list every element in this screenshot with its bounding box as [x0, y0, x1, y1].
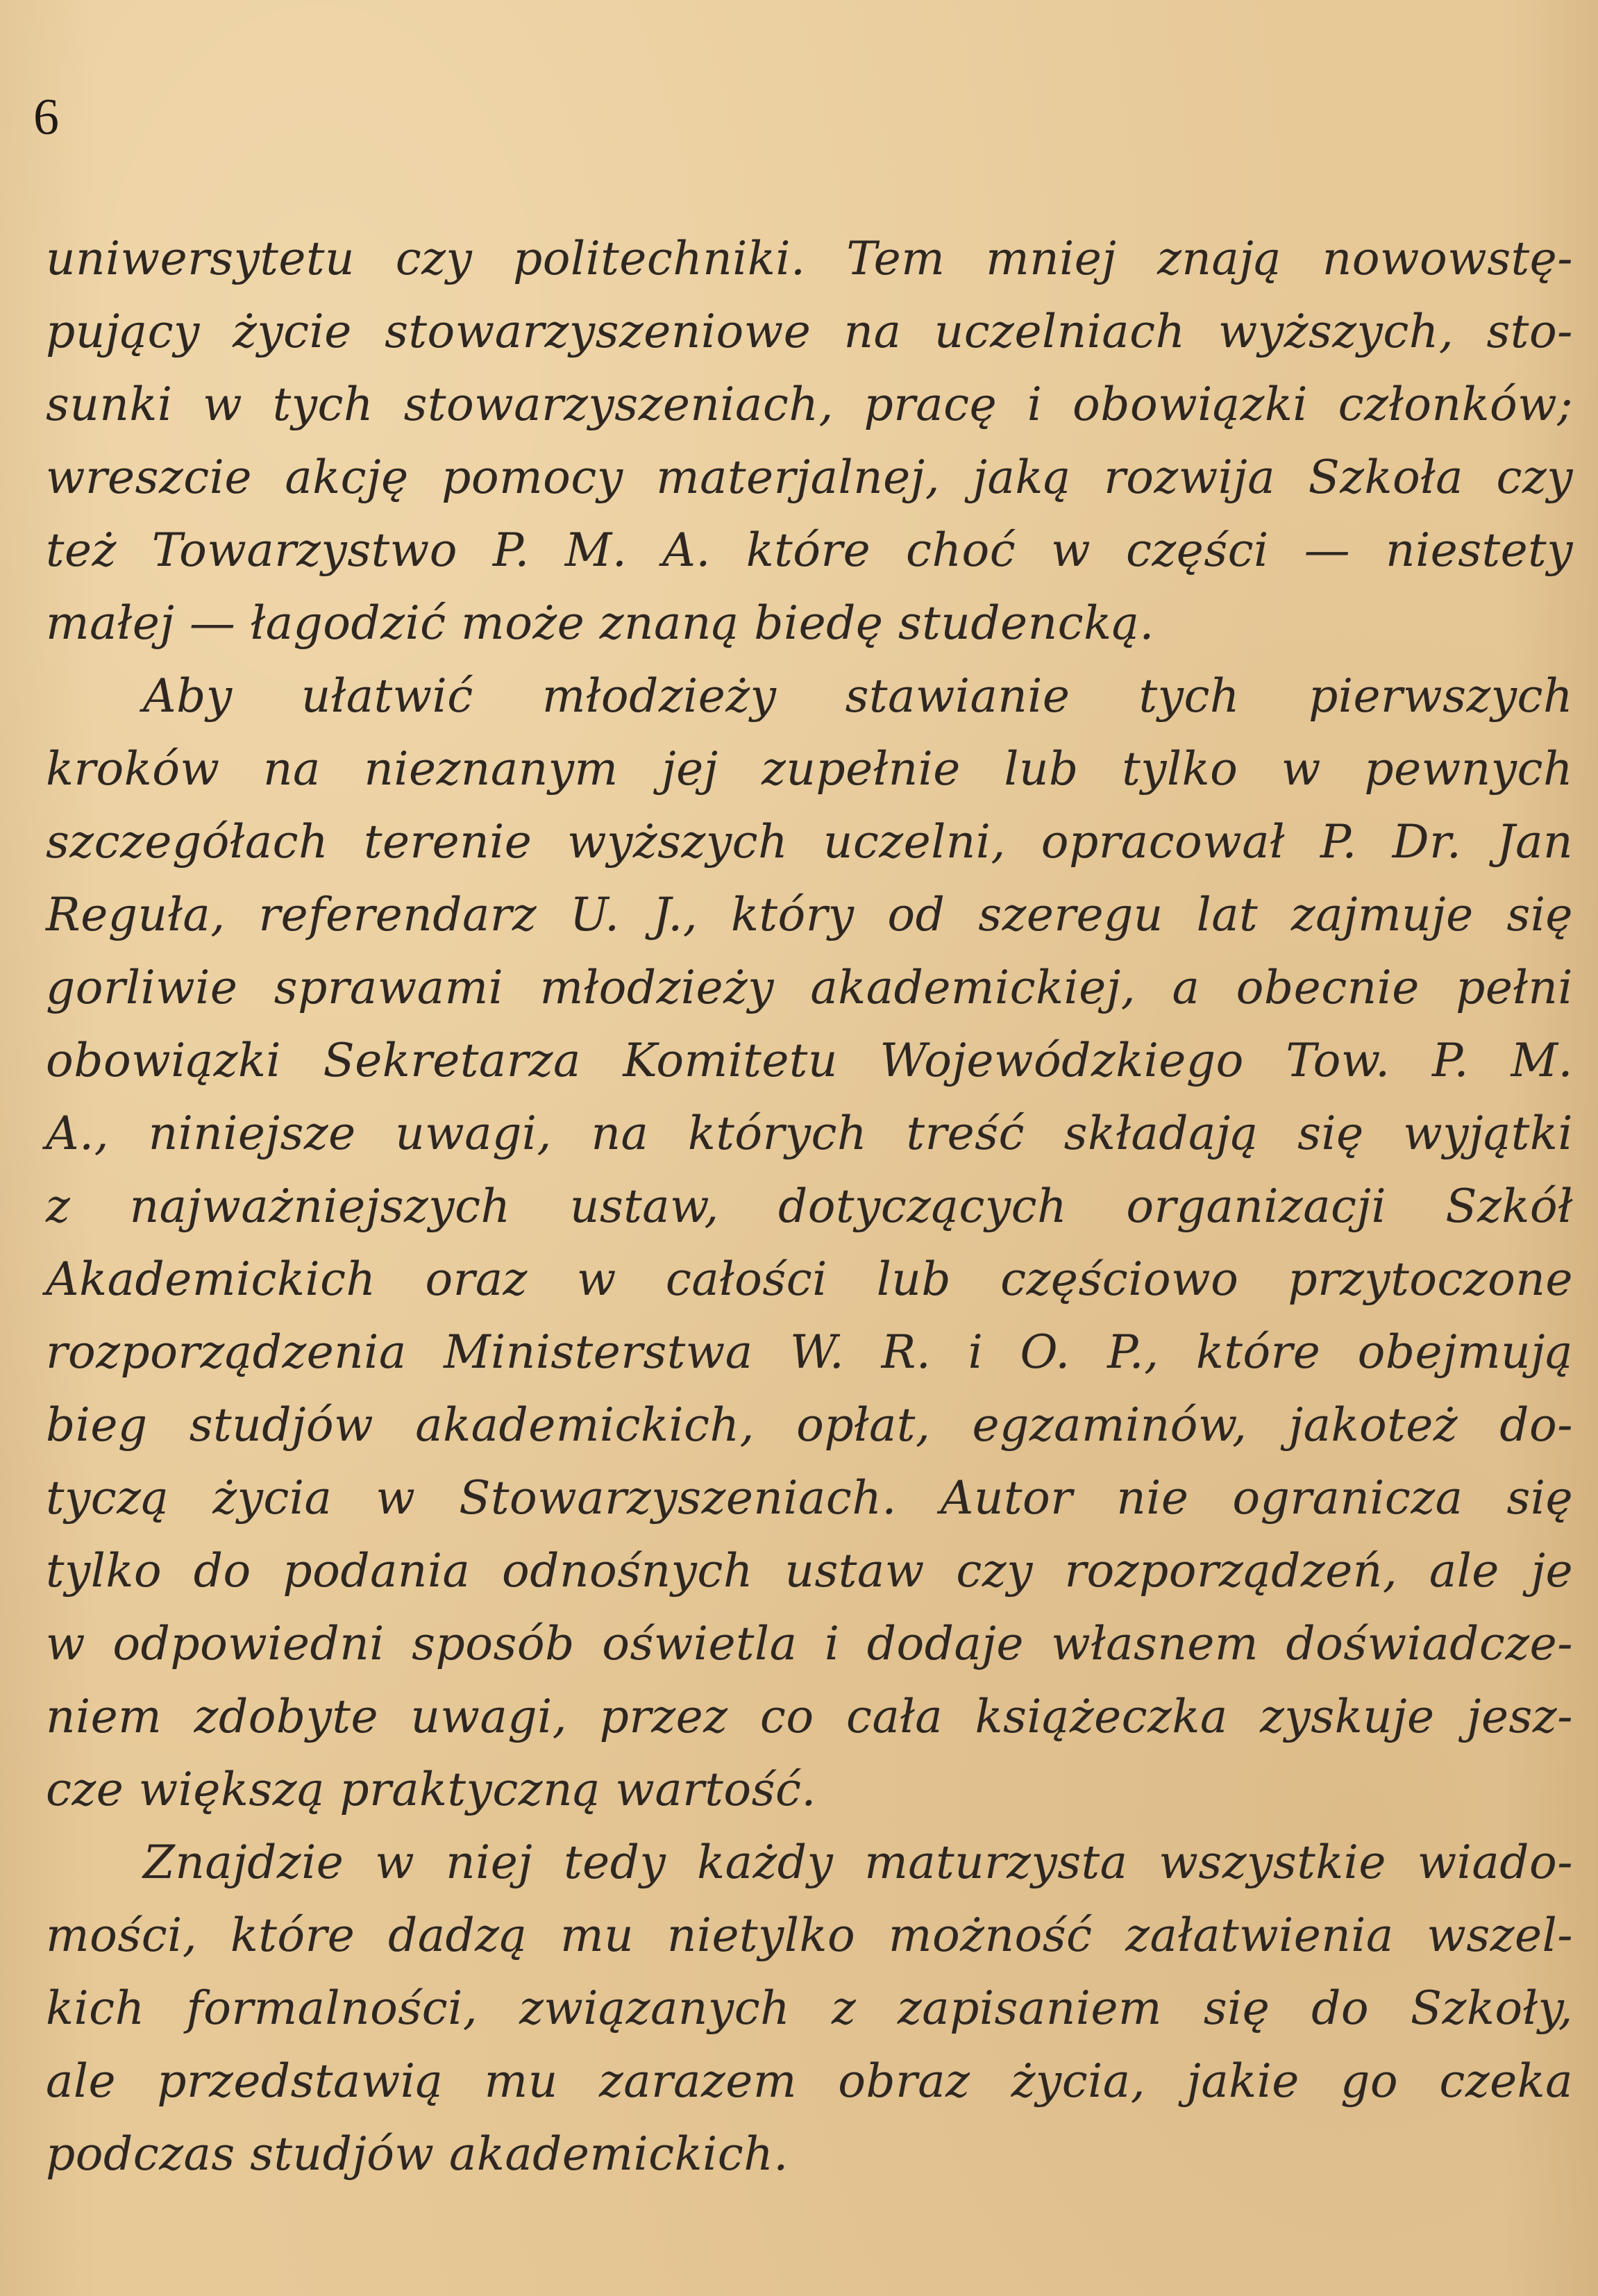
text-line: gorliwie sprawami młodzieży akademickiej, a obecnie pełni	[46, 961, 1573, 1014]
text-line: Reguła, referendarz U. J., który od szeregu lat zajmuje się	[46, 888, 1573, 941]
text-line: mości, które dadzą mu nietylko możność załatwienia wszel-	[46, 1909, 1573, 1962]
text-line: pujący życie stowarzyszeniowe na uczelniach wyższych, sto-	[46, 305, 1573, 358]
text-line: obowiązki Sekretarza Komitetu Wojewódzkiego Tow. P. M.	[46, 1034, 1573, 1087]
text-line: bieg studjów akademickich, opłat, egzaminów, jakoteż do-	[46, 1398, 1573, 1452]
text-line: Aby ułatwić młodzieży stawianie tych pierwszych	[143, 669, 1573, 723]
text-line: kich formalności, związanych z zapisaniem się do Szkoły,	[46, 1981, 1573, 2035]
text-line: sunki w tych stowarzyszeniach, pracę i obowiązki członków;	[46, 378, 1573, 431]
text-line: szczegółach terenie wyższych uczelni, opracował P. Dr. Jan	[46, 815, 1573, 869]
text-line: Akademickich oraz w całości lub częściowo przytoczone	[46, 1252, 1573, 1306]
text-line: też Towarzystwo P. M. A. które choć w części — niestety	[46, 523, 1573, 577]
text-line: ale przedstawią mu zarazem obraz życia, jakie go czeka	[46, 2054, 1573, 2108]
body-text	[46, 222, 1573, 2190]
text-line: wreszcie akcję pomocy materjalnej, jaką rozwija Szkoła czy	[46, 451, 1573, 504]
text-line: podczas studjów akademickich.	[46, 2127, 789, 2181]
text-line: uniwersytetu czy politechniki. Tem mniej znają nowowstę-	[46, 232, 1573, 285]
text-line: rozporządzenia Ministerstwa W. R. i O. P., które obejmują	[46, 1325, 1573, 1379]
text-line: niem zdobyte uwagi, przez co cała książeczka zyskuje jesz-	[46, 1690, 1573, 1743]
text-line: w odpowiedni sposób oświetla i dodaje własnem doświadcze-	[46, 1617, 1573, 1670]
text-line: A., niniejsze uwagi, na których treść składają się wyjątki	[46, 1107, 1573, 1160]
text-line: tyczą życia w Stowarzyszeniach. Autor nie ogranicza się	[46, 1471, 1573, 1525]
text-line: małej — łagodzić może znaną biedę studencką.	[46, 596, 1154, 650]
text-line: cze większą praktyczną wartość.	[46, 1763, 816, 1816]
page-number: 6	[33, 89, 59, 146]
text-line: Znajdzie w niej tedy każdy maturzysta wszystkie wiado-	[143, 1836, 1573, 1889]
text-line: kroków na nieznanym jej zupełnie lub tylko w pewnych	[46, 742, 1573, 796]
text-line: tylko do podania odnośnych ustaw czy rozporządzeń, ale je	[46, 1544, 1573, 1598]
text-line: z najważniejszych ustaw, dotyczących organizacji Szkół	[46, 1180, 1573, 1233]
